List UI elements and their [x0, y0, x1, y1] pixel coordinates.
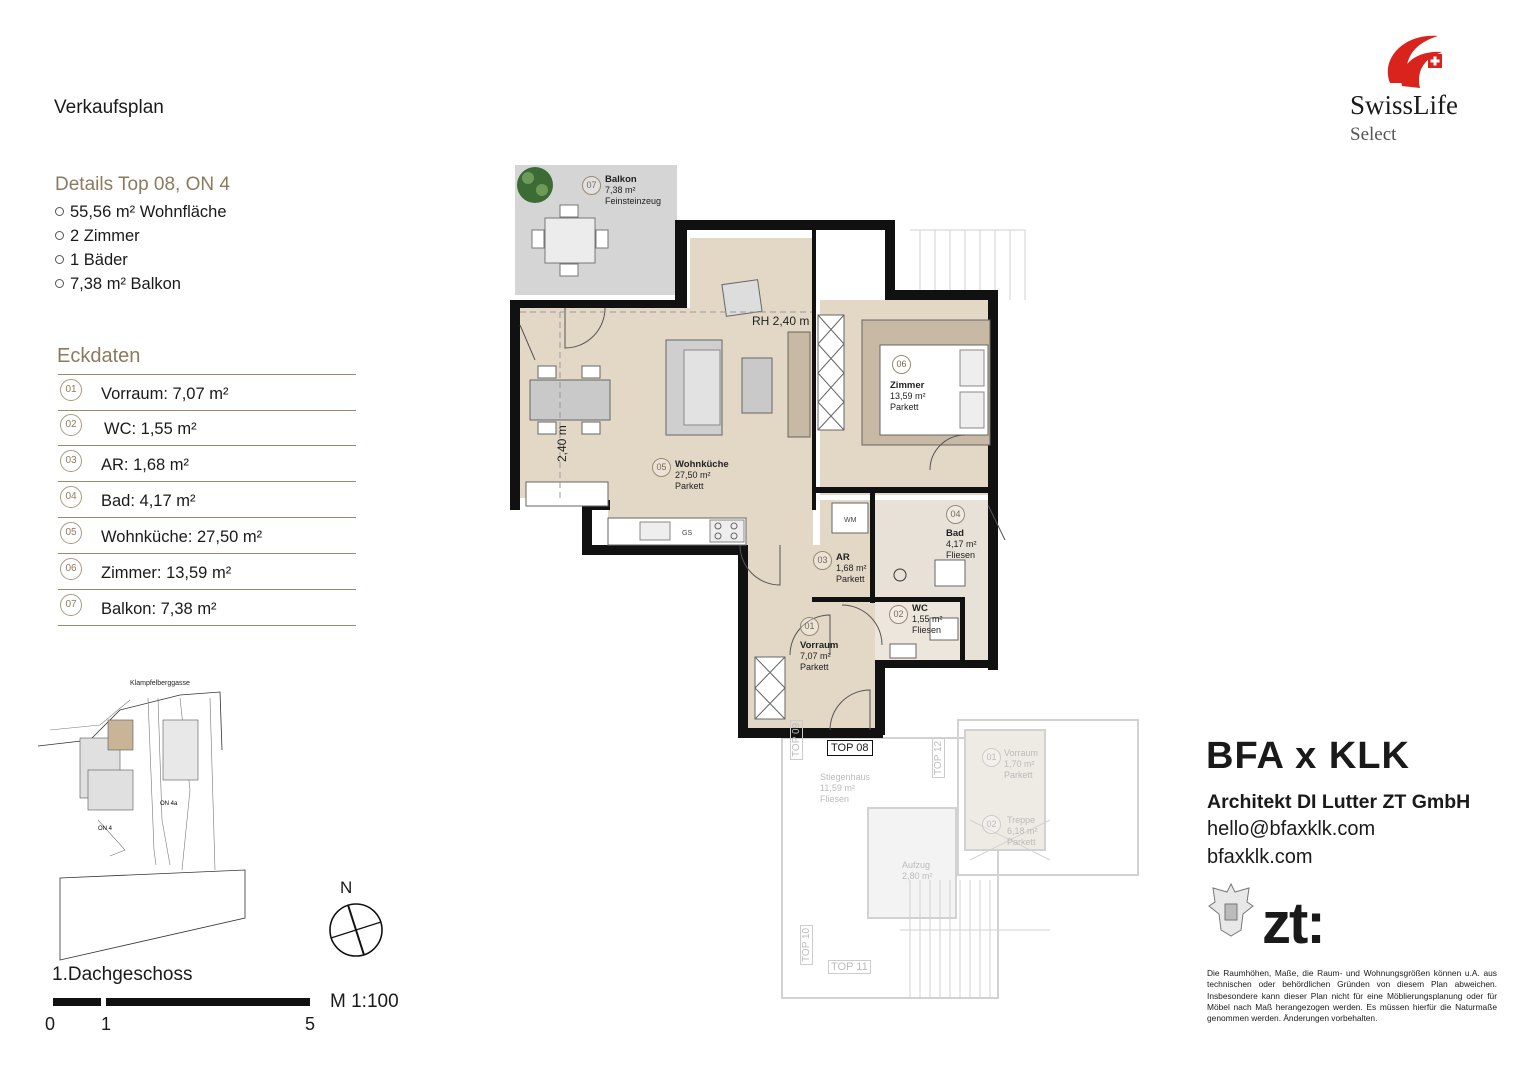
- dining-table: [530, 380, 610, 420]
- neighbor-room-label: Vorraum 1,70 m² Parkett: [1004, 748, 1039, 780]
- room-label-vorraum: Vorraum 7,07 m² Parkett: [800, 640, 839, 672]
- office-brand: BFA x KLK: [1206, 735, 1410, 777]
- page-subtitle: Verkaufsplan: [54, 97, 164, 118]
- scale-tick: 5: [305, 1014, 316, 1034]
- detail-item: 2 Zimmer: [55, 227, 140, 246]
- room-label-ar: AR 1,68 m² Parkett: [836, 552, 867, 584]
- scale-tick: 0: [45, 1014, 56, 1034]
- compass-icon: [328, 902, 384, 958]
- scale-bar-segment: [106, 998, 310, 1006]
- room-label-wc: WC 1,55 m² Fliesen: [912, 603, 943, 635]
- neighbor-room-label: Aufzug 2,80 m²: [902, 860, 933, 881]
- office-email: hello@bfaxklk.com: [1207, 818, 1376, 840]
- scale-tick: 1: [101, 1014, 112, 1034]
- neighbor-unit-tag: TOP 10: [800, 925, 813, 965]
- unit-tag: TOP 08: [827, 740, 873, 756]
- stove-label: GS: [682, 530, 693, 537]
- brand-logo-subtext: Select: [1350, 124, 1397, 145]
- disclaimer-text: Die Raumhöhen, Maße, die Raum- und Wohnungsgrößen können u.A. aus technischen oder behördlichen Gründen von diesem Plan abweichen. Insbesondere kann dieser Plan nicht für eine Möblierungsplanung oder für Möbel nach Maß herangezogen werden. Es müssen hierfür die Naturmaße genommen werden. Änderungen vorbehalten.: [1207, 968, 1497, 1024]
- neighbor-room-number: 01: [982, 748, 1001, 767]
- tv-unit: [788, 332, 810, 437]
- office-website: bfaxklk.com: [1207, 846, 1313, 868]
- eckdaten-row: 03 AR: 1,68 m²: [58, 446, 356, 482]
- austrian-eagle-icon: [1207, 880, 1255, 940]
- room-number: 04: [946, 505, 965, 524]
- detail-item: 55,56 m² Wohnfläche: [55, 203, 227, 222]
- room-label-balkon: Balkon 7,38 m² Feinsteinzeug: [605, 174, 662, 206]
- room-number: 01: [800, 617, 819, 636]
- coffee-table: [742, 358, 772, 413]
- armchair: [722, 280, 762, 317]
- eckdaten-title: Eckdaten: [57, 345, 141, 367]
- north-label: N: [340, 878, 353, 897]
- neighbor-unit-tag: TOP 09: [790, 720, 803, 760]
- eckdaten-row: 02 WC: 1,55 m²: [58, 410, 356, 446]
- room-number: 03: [813, 551, 832, 570]
- bullet-icon: [55, 255, 64, 264]
- entrance-arrow-icon: [842, 730, 854, 738]
- kitchen-counter: [526, 482, 608, 506]
- cooktop-icon: [710, 520, 744, 542]
- room-label-zimmer: Zimmer 13,59 m² Parkett: [890, 380, 926, 412]
- floor-label: 1.Dachgeschoss: [52, 964, 193, 985]
- neighbor-room-number: 02: [982, 815, 1001, 834]
- bullet-icon: [55, 207, 64, 216]
- bullet-icon: [55, 279, 64, 288]
- room-label-bad: Bad 4,17 m² Fliesen: [946, 528, 977, 560]
- neighbor-room-label: Stiegenhaus 11,59 m² Fliesen: [820, 772, 871, 804]
- washer-label: WM: [844, 517, 857, 524]
- room-number: 05: [652, 458, 671, 477]
- room-number: 07: [582, 176, 601, 195]
- room-label-wohnkueche: Wohnküche 27,50 m² Parkett: [675, 459, 729, 491]
- eckdaten-row: 01 Vorraum: 7,07 m²: [58, 374, 356, 411]
- washbasin-icon: [935, 560, 965, 586]
- room-number: 02: [889, 605, 908, 624]
- site-building-label: ON 4: [98, 826, 113, 832]
- wc-basin-icon: [890, 644, 916, 658]
- swisslife-logo-icon: [1380, 28, 1450, 90]
- architect-name: Architekt DI Lutter ZT GmbH: [1207, 791, 1471, 813]
- details-title: Details Top 08, ON 4: [55, 174, 230, 195]
- plant-icon: [517, 167, 553, 203]
- neighbor-unit-tag: TOP 12: [932, 738, 945, 778]
- brand-logo-text: SwissLife: [1350, 90, 1458, 120]
- floor-plan: [490, 160, 1150, 1010]
- detail-item: 1 Bäder: [55, 251, 128, 270]
- room-height-label: RH 2,40 m: [752, 314, 810, 328]
- scale-label: M 1:100: [330, 991, 399, 1012]
- balcony-table: [545, 218, 595, 263]
- street-name: Klampfelberggasse: [130, 680, 190, 687]
- side-height-label: 2,40 m: [555, 425, 569, 462]
- detail-item: 7,38 m² Balkon: [55, 275, 181, 294]
- eckdaten-row: 05 Wohnküche: 27,50 m²: [58, 518, 356, 554]
- room-number: 06: [892, 355, 911, 374]
- eckdaten-row: 07 Balkon: 7,38 m²: [58, 590, 356, 626]
- eckdaten-row: 06 Zimmer: 13,59 m²: [58, 554, 356, 590]
- bullet-icon: [55, 231, 64, 240]
- sink-icon: [640, 522, 670, 540]
- neighbor-room-label: Treppe 6,18 m² Parkett: [1007, 815, 1038, 847]
- eckdaten-row: 04 Bad: 4,17 m²: [58, 482, 356, 518]
- site-plan: [30, 670, 260, 970]
- site-building-label: ON 4a: [160, 801, 178, 807]
- neighbor-unit-tag: TOP 11: [828, 960, 871, 974]
- zt-logo: zt:: [1262, 891, 1324, 956]
- scale-bar-segment: [53, 998, 101, 1006]
